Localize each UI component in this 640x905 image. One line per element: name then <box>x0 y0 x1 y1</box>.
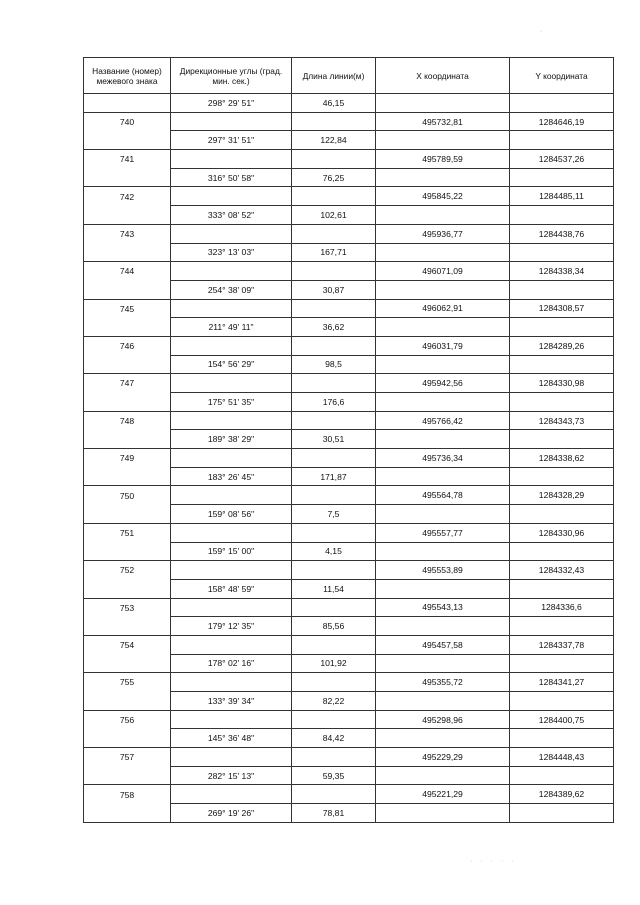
point-name-cell <box>84 692 171 711</box>
x-coordinate-cell <box>376 729 510 748</box>
point-name-cell <box>84 430 171 449</box>
length-cell <box>292 299 376 318</box>
length-cell <box>292 635 376 654</box>
point-name-cell: 750 <box>84 486 171 505</box>
segment-row <box>84 654 614 673</box>
length-cell: 82,22 <box>292 692 376 711</box>
angle-cell <box>171 561 292 580</box>
length-cell: 59,35 <box>292 766 376 785</box>
point-row <box>84 486 614 505</box>
point-name-cell <box>84 505 171 524</box>
point-name-cell: 740 <box>84 112 171 131</box>
y-coordinate-cell <box>510 168 614 187</box>
point-row <box>84 411 614 430</box>
point-row <box>84 748 614 767</box>
length-cell: 98,5 <box>292 355 376 374</box>
x-coordinate-cell: 495457,58 <box>376 635 510 654</box>
angle-cell <box>171 785 292 804</box>
x-coordinate-cell <box>376 318 510 337</box>
segment-row <box>84 168 614 187</box>
length-cell: 46,15 <box>292 94 376 113</box>
length-cell: 78,81 <box>292 804 376 823</box>
y-coordinate-cell <box>510 430 614 449</box>
length-cell: 171,87 <box>292 467 376 486</box>
point-row <box>84 598 614 617</box>
angle-cell: 154° 56' 29" <box>171 355 292 374</box>
length-cell: 122,84 <box>292 131 376 150</box>
point-row <box>84 673 614 692</box>
y-coordinate-cell <box>510 654 614 673</box>
y-coordinate-cell <box>510 505 614 524</box>
point-row <box>84 710 614 729</box>
angle-cell: 145° 36' 48" <box>171 729 292 748</box>
y-coordinate-cell <box>510 355 614 374</box>
header-point-name: Название (номер) межевого знака <box>84 58 171 94</box>
x-coordinate-cell: 495557,77 <box>376 523 510 542</box>
x-coordinate-cell: 495942,56 <box>376 374 510 393</box>
header-angles: Дирекционные углы (град. мин. сек.) <box>171 58 292 94</box>
y-coordinate-cell: 1284485,11 <box>510 187 614 206</box>
segment-row <box>84 617 614 636</box>
x-coordinate-cell: 495564,78 <box>376 486 510 505</box>
x-coordinate-cell <box>376 430 510 449</box>
angle-cell <box>171 486 292 505</box>
segment-row <box>84 579 614 598</box>
point-name-cell <box>84 579 171 598</box>
point-name-cell <box>84 318 171 337</box>
length-cell <box>292 262 376 281</box>
segment-row <box>84 729 614 748</box>
length-cell <box>292 523 376 542</box>
y-coordinate-cell: 1284537,26 <box>510 150 614 169</box>
segment-row <box>84 766 614 785</box>
x-coordinate-cell: 495229,29 <box>376 748 510 767</box>
point-row <box>84 299 614 318</box>
y-coordinate-cell: 1284332,43 <box>510 561 614 580</box>
x-coordinate-cell <box>376 505 510 524</box>
point-name-cell <box>84 243 171 262</box>
table-body <box>84 94 614 823</box>
x-coordinate-cell <box>376 617 510 636</box>
header-x: X координата <box>376 58 510 94</box>
x-coordinate-cell: 495221,29 <box>376 785 510 804</box>
length-cell: 7,5 <box>292 505 376 524</box>
point-row <box>84 224 614 243</box>
point-row <box>84 187 614 206</box>
y-coordinate-cell <box>510 579 614 598</box>
point-name-cell <box>84 617 171 636</box>
point-name-cell <box>84 280 171 299</box>
angle-cell <box>171 598 292 617</box>
point-row <box>84 523 614 542</box>
x-coordinate-cell <box>376 206 510 225</box>
point-name-cell <box>84 94 171 113</box>
y-coordinate-cell: 1284448,43 <box>510 748 614 767</box>
x-coordinate-cell: 495732,81 <box>376 112 510 131</box>
point-name-cell: 751 <box>84 523 171 542</box>
point-name-cell: 756 <box>84 710 171 729</box>
length-cell <box>292 710 376 729</box>
point-name-cell <box>84 206 171 225</box>
length-cell: 102,61 <box>292 206 376 225</box>
length-cell: 36,62 <box>292 318 376 337</box>
angle-cell: 159° 08' 56" <box>171 505 292 524</box>
x-coordinate-cell: 495355,72 <box>376 673 510 692</box>
length-cell <box>292 748 376 767</box>
y-coordinate-cell <box>510 617 614 636</box>
x-coordinate-cell: 495766,42 <box>376 411 510 430</box>
angle-cell: 183° 26' 45" <box>171 467 292 486</box>
angle-cell: 297° 31' 51" <box>171 131 292 150</box>
angle-cell: 298° 29' 51" <box>171 94 292 113</box>
segment-row <box>84 505 614 524</box>
angle-cell <box>171 187 292 206</box>
length-cell: 101,92 <box>292 654 376 673</box>
point-name-cell: 744 <box>84 262 171 281</box>
angle-cell: 179° 12' 35" <box>171 617 292 636</box>
segment-row <box>84 355 614 374</box>
angle-cell: 333° 08' 52" <box>171 206 292 225</box>
angle-cell <box>171 262 292 281</box>
x-coordinate-cell <box>376 692 510 711</box>
y-coordinate-cell <box>510 393 614 412</box>
point-name-cell <box>84 467 171 486</box>
point-row <box>84 374 614 393</box>
angle-cell <box>171 523 292 542</box>
point-name-cell: 754 <box>84 635 171 654</box>
y-coordinate-cell: 1284289,26 <box>510 336 614 355</box>
y-coordinate-cell: 1284336,6 <box>510 598 614 617</box>
y-coordinate-cell: 1284338,34 <box>510 262 614 281</box>
point-name-cell <box>84 804 171 823</box>
y-coordinate-cell: 1284438,76 <box>510 224 614 243</box>
point-name-cell: 749 <box>84 449 171 468</box>
segment-row <box>84 393 614 412</box>
x-coordinate-cell <box>376 766 510 785</box>
point-name-cell <box>84 766 171 785</box>
x-coordinate-cell: 496062,91 <box>376 299 510 318</box>
length-cell: 4,15 <box>292 542 376 561</box>
length-cell: 30,51 <box>292 430 376 449</box>
y-coordinate-cell: 1284646,19 <box>510 112 614 131</box>
point-name-cell: 757 <box>84 748 171 767</box>
x-coordinate-cell: 496031,79 <box>376 336 510 355</box>
point-name-cell: 755 <box>84 673 171 692</box>
point-name-cell: 745 <box>84 299 171 318</box>
length-cell <box>292 561 376 580</box>
x-coordinate-cell: 495543,13 <box>376 598 510 617</box>
point-row <box>84 785 614 804</box>
angle-cell: 175° 51' 35" <box>171 393 292 412</box>
y-coordinate-cell <box>510 131 614 150</box>
angle-cell: 211° 49' 11" <box>171 318 292 337</box>
point-name-cell: 741 <box>84 150 171 169</box>
length-cell <box>292 224 376 243</box>
x-coordinate-cell <box>376 579 510 598</box>
segment-row <box>84 318 614 337</box>
y-coordinate-cell: 1284400,75 <box>510 710 614 729</box>
length-cell <box>292 112 376 131</box>
length-cell <box>292 785 376 804</box>
segment-row <box>84 131 614 150</box>
angle-cell <box>171 374 292 393</box>
x-coordinate-cell <box>376 243 510 262</box>
angle-cell <box>171 150 292 169</box>
length-cell: 167,71 <box>292 243 376 262</box>
length-cell <box>292 336 376 355</box>
x-coordinate-cell: 495553,89 <box>376 561 510 580</box>
length-cell <box>292 449 376 468</box>
angle-cell <box>171 112 292 131</box>
x-coordinate-cell <box>376 393 510 412</box>
angle-cell: 189° 38' 29" <box>171 430 292 449</box>
point-row <box>84 561 614 580</box>
angle-cell: 133° 39' 34" <box>171 692 292 711</box>
y-coordinate-cell <box>510 318 614 337</box>
angle-cell <box>171 710 292 729</box>
y-coordinate-cell: 1284343,73 <box>510 411 614 430</box>
scan-noise: · · · · · <box>470 858 517 865</box>
point-name-cell <box>84 729 171 748</box>
segment-row <box>84 467 614 486</box>
y-coordinate-cell: 1284341,27 <box>510 673 614 692</box>
y-coordinate-cell: 1284337,78 <box>510 635 614 654</box>
angle-cell <box>171 336 292 355</box>
y-coordinate-cell: 1284330,98 <box>510 374 614 393</box>
x-coordinate-cell <box>376 467 510 486</box>
angle-cell: 158° 48' 59" <box>171 579 292 598</box>
point-name-cell: 748 <box>84 411 171 430</box>
point-name-cell: 752 <box>84 561 171 580</box>
point-name-cell <box>84 542 171 561</box>
y-coordinate-cell <box>510 94 614 113</box>
angle-cell: 323° 13' 03" <box>171 243 292 262</box>
y-coordinate-cell <box>510 804 614 823</box>
point-row <box>84 112 614 131</box>
x-coordinate-cell: 495789,59 <box>376 150 510 169</box>
y-coordinate-cell <box>510 280 614 299</box>
length-cell <box>292 673 376 692</box>
y-coordinate-cell <box>510 692 614 711</box>
x-coordinate-cell <box>376 654 510 673</box>
segment-row <box>84 280 614 299</box>
angle-cell: 316° 50' 58" <box>171 168 292 187</box>
length-cell <box>292 598 376 617</box>
angle-cell <box>171 449 292 468</box>
length-cell <box>292 187 376 206</box>
point-name-cell <box>84 393 171 412</box>
point-row <box>84 449 614 468</box>
segment-row <box>84 692 614 711</box>
point-name-cell: 753 <box>84 598 171 617</box>
length-cell <box>292 150 376 169</box>
point-name-cell: 746 <box>84 336 171 355</box>
angle-cell: 178° 02' 16" <box>171 654 292 673</box>
length-cell: 30,87 <box>292 280 376 299</box>
angle-cell: 282° 15' 13" <box>171 766 292 785</box>
angle-cell <box>171 748 292 767</box>
y-coordinate-cell <box>510 206 614 225</box>
coordinates-table <box>83 57 614 823</box>
y-coordinate-cell <box>510 542 614 561</box>
length-cell: 11,54 <box>292 579 376 598</box>
y-coordinate-cell: 1284328,29 <box>510 486 614 505</box>
x-coordinate-cell: 496071,09 <box>376 262 510 281</box>
x-coordinate-cell <box>376 804 510 823</box>
point-row <box>84 262 614 281</box>
segment-row <box>84 94 614 113</box>
point-name-cell: 742 <box>84 187 171 206</box>
length-cell <box>292 374 376 393</box>
point-row <box>84 635 614 654</box>
y-coordinate-cell <box>510 243 614 262</box>
angle-cell <box>171 224 292 243</box>
y-coordinate-cell <box>510 467 614 486</box>
header-y: Y координата <box>510 58 614 94</box>
y-coordinate-cell <box>510 729 614 748</box>
x-coordinate-cell <box>376 542 510 561</box>
angle-cell: 269° 19' 26" <box>171 804 292 823</box>
x-coordinate-cell: 495936,77 <box>376 224 510 243</box>
point-name-cell: 743 <box>84 224 171 243</box>
angle-cell <box>171 411 292 430</box>
x-coordinate-cell <box>376 94 510 113</box>
x-coordinate-cell <box>376 168 510 187</box>
segment-row <box>84 430 614 449</box>
point-name-cell <box>84 168 171 187</box>
x-coordinate-cell: 495736,34 <box>376 449 510 468</box>
point-row <box>84 336 614 355</box>
y-coordinate-cell <box>510 766 614 785</box>
y-coordinate-cell: 1284308,57 <box>510 299 614 318</box>
point-name-cell: 747 <box>84 374 171 393</box>
point-name-cell <box>84 355 171 374</box>
point-name-cell: 758 <box>84 785 171 804</box>
point-row <box>84 150 614 169</box>
segment-row <box>84 542 614 561</box>
length-cell <box>292 486 376 505</box>
angle-cell: 254° 38' 09" <box>171 280 292 299</box>
x-coordinate-cell <box>376 355 510 374</box>
table-header-row <box>84 58 614 94</box>
scan-speck: · <box>540 28 546 35</box>
x-coordinate-cell: 495845,22 <box>376 187 510 206</box>
header-length: Длина линии(м) <box>292 58 376 94</box>
x-coordinate-cell <box>376 131 510 150</box>
length-cell: 85,56 <box>292 617 376 636</box>
x-coordinate-cell: 495298,96 <box>376 710 510 729</box>
angle-cell <box>171 673 292 692</box>
point-name-cell <box>84 654 171 673</box>
length-cell: 76,25 <box>292 168 376 187</box>
length-cell: 176,6 <box>292 393 376 412</box>
x-coordinate-cell <box>376 280 510 299</box>
angle-cell: 159° 15' 00" <box>171 542 292 561</box>
angle-cell <box>171 299 292 318</box>
segment-row <box>84 206 614 225</box>
segment-row <box>84 243 614 262</box>
point-name-cell <box>84 131 171 150</box>
length-cell: 84,42 <box>292 729 376 748</box>
angle-cell <box>171 635 292 654</box>
y-coordinate-cell: 1284389,62 <box>510 785 614 804</box>
y-coordinate-cell: 1284338,62 <box>510 449 614 468</box>
y-coordinate-cell: 1284330,96 <box>510 523 614 542</box>
segment-row <box>84 804 614 823</box>
length-cell <box>292 411 376 430</box>
